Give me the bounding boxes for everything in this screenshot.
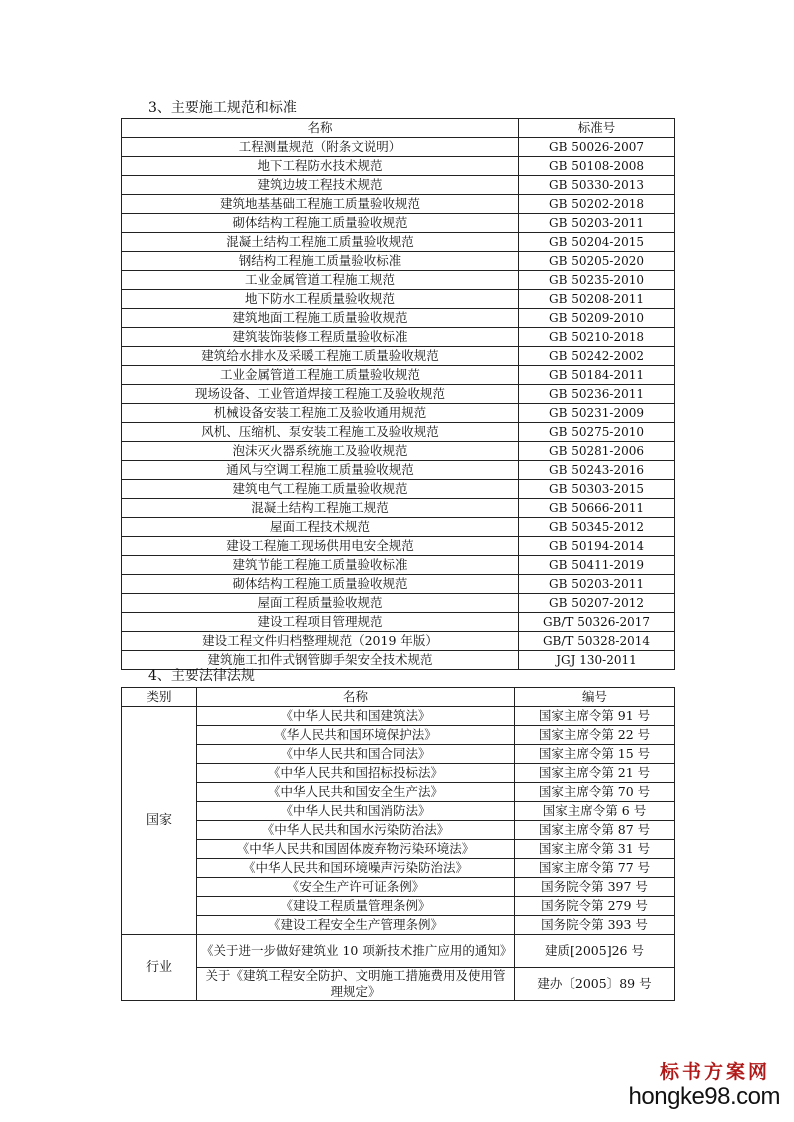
law-name: 《中华人民共和国招标投标法》 — [197, 764, 515, 783]
table-row — [122, 214, 675, 233]
document-number: 国家主席令第 21 号 — [515, 764, 675, 783]
standard-number: GB/T 50328-2014 — [519, 632, 675, 651]
table-row — [122, 385, 675, 404]
standard-name: 屋面工程技术规范 — [122, 518, 519, 537]
standard-number: GB 50203-2011 — [519, 214, 675, 233]
document-number: 国务院令第 397 号 — [515, 878, 675, 897]
table-row — [122, 176, 675, 195]
standard-number: GB 50330-2013 — [519, 176, 675, 195]
table-row — [122, 821, 675, 840]
table-row — [122, 726, 675, 745]
standard-number: GB 50202-2018 — [519, 195, 675, 214]
document-number: 国务院令第 393 号 — [515, 916, 675, 935]
table-row — [122, 404, 675, 423]
law-name: 《中华人民共和国水污染防治法》 — [197, 821, 515, 840]
standard-name: 砌体结构工程施工质量验收规范 — [122, 575, 519, 594]
standard-number: GB 50210-2018 — [519, 328, 675, 347]
standard-name: 建筑节能工程施工质量验收标准 — [122, 556, 519, 575]
standard-name: 现场设备、工业管道焊接工程施工及验收规范 — [122, 385, 519, 404]
table-row — [122, 840, 675, 859]
standards-table-body — [122, 138, 675, 670]
law-name: 《关于进一步做好建筑业 10 项新技术推广应用的通知》 — [197, 935, 515, 968]
document-number: 国家主席令第 87 号 — [515, 821, 675, 840]
category-cell: 行业 — [122, 935, 197, 1001]
document-number: 建质[2005]26 号 — [515, 935, 675, 968]
standard-number: GB 50207-2012 — [519, 594, 675, 613]
table-row — [122, 764, 675, 783]
section-4-heading: 4、主要法律法规 — [148, 668, 255, 684]
document-number: 国家主席令第 70 号 — [515, 783, 675, 802]
column-header-name: 名称 — [122, 119, 519, 138]
standard-name: 砌体结构工程施工质量验收规范 — [122, 214, 519, 233]
table-row — [122, 157, 675, 176]
table-row — [122, 461, 675, 480]
law-name: 《中华人民共和国固体废弃物污染环境法》 — [197, 840, 515, 859]
table-row — [122, 745, 675, 764]
table-row — [122, 594, 675, 613]
section-3-heading: 3、主要施工规范和标准 — [148, 100, 297, 116]
table-row — [122, 233, 675, 252]
table-row — [122, 613, 675, 632]
table-row — [122, 968, 675, 1001]
table-row — [122, 480, 675, 499]
standard-number: GB 50208-2011 — [519, 290, 675, 309]
standard-number: GB 50204-2015 — [519, 233, 675, 252]
standard-number: GB 50203-2011 — [519, 575, 675, 594]
standard-number: GB 50194-2014 — [519, 537, 675, 556]
document-number: 国家主席令第 22 号 — [515, 726, 675, 745]
standard-number: GB 50275-2010 — [519, 423, 675, 442]
category-cell: 国家 — [122, 707, 197, 935]
law-name: 《中华人民共和国消防法》 — [197, 802, 515, 821]
standard-name: 建筑地面工程施工质量验收规范 — [122, 309, 519, 328]
table-row — [122, 252, 675, 271]
standard-name: 工程测量规范（附条文说明） — [122, 138, 519, 157]
standard-name: 钢结构工程施工质量验收标准 — [122, 252, 519, 271]
table-row — [122, 499, 675, 518]
standard-number: GB 50108-2008 — [519, 157, 675, 176]
document-number: 国务院令第 279 号 — [515, 897, 675, 916]
table-row — [122, 138, 675, 157]
standard-name: 混凝土结构工程施工规范 — [122, 499, 519, 518]
standard-name: 工业金属管道工程施工规范 — [122, 271, 519, 290]
table-row — [122, 347, 675, 366]
laws-table-body — [122, 707, 675, 1001]
standard-number: GB 50184-2011 — [519, 366, 675, 385]
table-row — [122, 423, 675, 442]
table-row — [122, 707, 675, 726]
standard-name: 建筑施工扣件式钢管脚手架安全技术规范 — [122, 651, 519, 670]
table-row — [122, 897, 675, 916]
laws-header-row — [122, 688, 675, 707]
standard-name: 建筑电气工程施工质量验收规范 — [122, 480, 519, 499]
standard-number: JGJ 130-2011 — [519, 651, 675, 670]
table-row — [122, 518, 675, 537]
watermark — [629, 1060, 780, 1110]
law-name: 《安全生产许可证条例》 — [197, 878, 515, 897]
standard-name: 工业金属管道工程施工质量验收规范 — [122, 366, 519, 385]
standard-name: 建设工程施工现场供用电安全规范 — [122, 537, 519, 556]
law-name: 《建设工程安全生产管理条例》 — [197, 916, 515, 935]
standards-header-row — [122, 119, 675, 138]
table-row — [122, 290, 675, 309]
standard-number: GB 50026-2007 — [519, 138, 675, 157]
law-name: 《中华人民共和国建筑法》 — [197, 707, 515, 726]
standard-number: GB 50666-2011 — [519, 499, 675, 518]
law-name: 《建设工程质量管理条例》 — [197, 897, 515, 916]
standards-table — [121, 118, 675, 670]
standard-name: 建筑边坡工程技术规范 — [122, 176, 519, 195]
table-row — [122, 328, 675, 347]
document-number: 国家主席令第 91 号 — [515, 707, 675, 726]
table-row — [122, 802, 675, 821]
column-header-law-name: 名称 — [197, 688, 515, 707]
standard-number: GB 50345-2012 — [519, 518, 675, 537]
law-name: 《中华人民共和国合同法》 — [197, 745, 515, 764]
standard-name: 建设工程项目管理规范 — [122, 613, 519, 632]
table-row — [122, 783, 675, 802]
standard-number: GB 50243-2016 — [519, 461, 675, 480]
table-row — [122, 916, 675, 935]
law-name: 关于《建筑工程安全防护、文明施工措施费用及使用管理规定》 — [197, 968, 515, 1001]
standard-name: 建筑给水排水及采暖工程施工质量验收规范 — [122, 347, 519, 366]
standard-number: GB 50231-2009 — [519, 404, 675, 423]
table-row — [122, 878, 675, 897]
standard-name: 地下工程防水技术规范 — [122, 157, 519, 176]
document-number: 国家主席令第 15 号 — [515, 745, 675, 764]
law-name: 《华人民共和国环境保护法》 — [197, 726, 515, 745]
standard-name: 建设工程文件归档整理规范（2019 年版） — [122, 632, 519, 651]
document-number: 国家主席令第 77 号 — [515, 859, 675, 878]
table-row — [122, 195, 675, 214]
table-row — [122, 575, 675, 594]
standard-name: 机械设备安装工程施工及验收通用规范 — [122, 404, 519, 423]
standard-name: 建筑地基基础工程施工质量验收规范 — [122, 195, 519, 214]
document-number: 建办〔2005〕89 号 — [515, 968, 675, 1001]
standard-number: GB 50236-2011 — [519, 385, 675, 404]
column-header-document-number: 编号 — [515, 688, 675, 707]
standard-name: 混凝土结构工程施工质量验收规范 — [122, 233, 519, 252]
column-header-category: 类别 — [122, 688, 197, 707]
standard-number: GB 50235-2010 — [519, 271, 675, 290]
standard-name: 地下防水工程质量验收规范 — [122, 290, 519, 309]
document-number: 国家主席令第 31 号 — [515, 840, 675, 859]
standard-name: 建筑装饰装修工程质量验收标准 — [122, 328, 519, 347]
watermark-brand: 标书方案网 — [659, 1061, 770, 1083]
table-row — [122, 859, 675, 878]
column-header-standard-number: 标准号 — [519, 119, 675, 138]
table-row — [122, 366, 675, 385]
standard-number: GB 50411-2019 — [519, 556, 675, 575]
standard-name: 风机、压缩机、泵安装工程施工及验收规范 — [122, 423, 519, 442]
standard-number: GB 50281-2006 — [519, 442, 675, 461]
table-row — [122, 632, 675, 651]
law-name: 《中华人民共和国安全生产法》 — [197, 783, 515, 802]
standard-number: GB 50209-2010 — [519, 309, 675, 328]
standard-number: GB 50205-2020 — [519, 252, 675, 271]
table-row — [122, 935, 675, 968]
table-row — [122, 309, 675, 328]
law-name: 《中华人民共和国环境噪声污染防治法》 — [197, 859, 515, 878]
standard-number: GB 50242-2002 — [519, 347, 675, 366]
standard-number: GB/T 50326-2017 — [519, 613, 675, 632]
table-row — [122, 537, 675, 556]
table-row — [122, 271, 675, 290]
table-row — [122, 556, 675, 575]
standard-name: 泡沫灭火器系统施工及验收规范 — [122, 442, 519, 461]
watermark-url: hongke98.com — [628, 1083, 780, 1110]
document-number: 国家主席令第 6 号 — [515, 802, 675, 821]
laws-table — [121, 687, 675, 1001]
standard-name: 屋面工程质量验收规范 — [122, 594, 519, 613]
standard-number: GB 50303-2015 — [519, 480, 675, 499]
standard-name: 通风与空调工程施工质量验收规范 — [122, 461, 519, 480]
table-row — [122, 442, 675, 461]
